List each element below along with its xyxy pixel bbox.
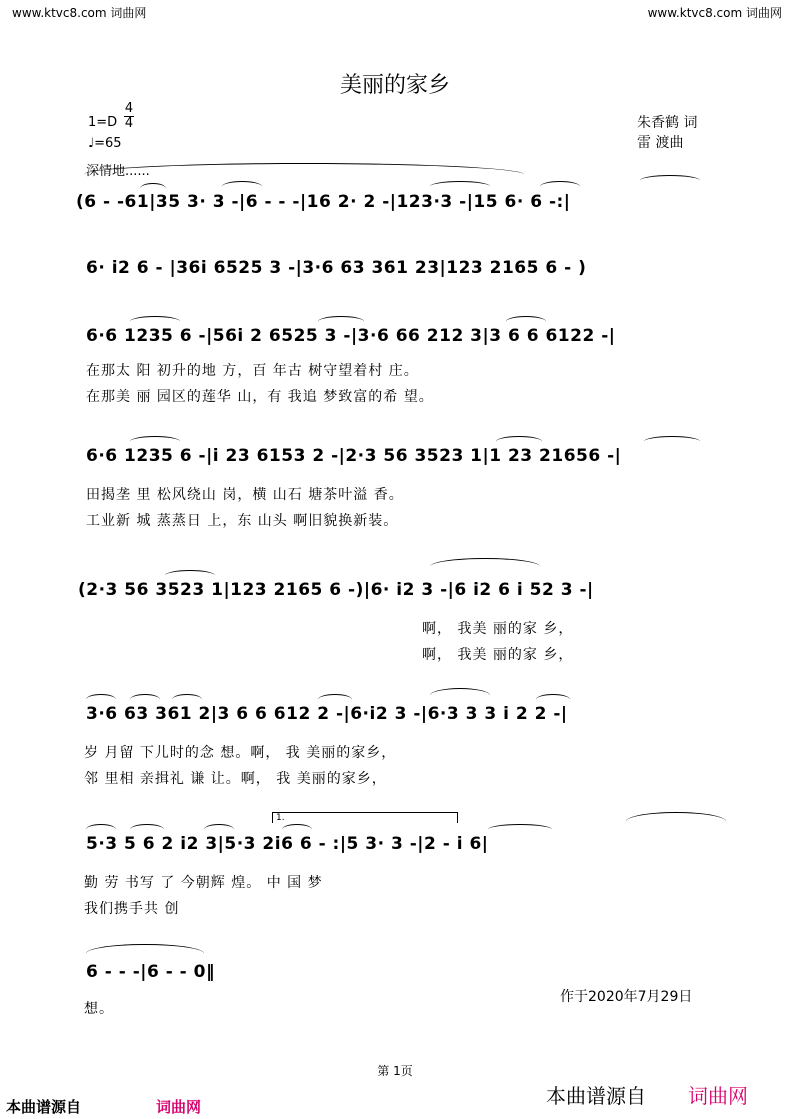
notation-line-6: 3·6 63 361 2|3 6 6 612 2 -|6·i2 3 -|6·3 3 3 i 2 2 -| bbox=[86, 704, 568, 724]
lyrics-line-8: 想。 bbox=[84, 1001, 114, 1017]
volta-bracket bbox=[272, 812, 458, 823]
lyrics-line-4-verse-2: 工业新 城 蒸蒸日 上，东 山头 啊旧貌换新装。 bbox=[86, 513, 399, 529]
notation-line-8: 6 - - -|6 - - 0‖ bbox=[86, 962, 215, 982]
notation-line-7: 5·3 5 6 2 i2 3|5·3 2i6 6 - :|5 3· 3 -|2 - i 6| bbox=[86, 834, 489, 854]
slur-mark bbox=[172, 694, 202, 705]
notation-line-5: (2·3 56 3523 1|123 2165 6 -)|6· i2 3 -|6 i2 6 i 52 3 -| bbox=[78, 580, 594, 600]
lyricist-credit: 朱香鹤 词 bbox=[637, 115, 698, 131]
time-signature bbox=[124, 102, 134, 131]
slur-mark bbox=[130, 316, 180, 327]
lyrics-line-3-verse-2: 在那美 丽 园区的莲华 山，有 我追 梦致富的希 望。 bbox=[86, 389, 434, 405]
slur-mark bbox=[130, 824, 164, 835]
page-number: 第 1页 bbox=[377, 1064, 413, 1078]
slur-mark bbox=[430, 688, 490, 703]
tempo-marking bbox=[88, 136, 122, 151]
notation-line-3: 6·6 1235 6 -|56i 2 6525 3 -|3·6 66 212 3|3 6 6 6122 -| bbox=[86, 326, 616, 346]
lyrics-line-6-verse-2: 邻 里相 亲揖礼 谦 让。啊， 我 美丽的家乡， bbox=[84, 771, 387, 787]
slur-mark bbox=[318, 316, 364, 327]
footer-source-label-right: 本曲谱源自 bbox=[546, 1084, 646, 1108]
slur-mark bbox=[86, 694, 116, 705]
time-signature-top: 4 bbox=[124, 101, 134, 116]
slur-mark bbox=[86, 824, 116, 835]
footer-site-link-right[interactable]: 词曲网 bbox=[688, 1084, 748, 1108]
slur-mark bbox=[430, 558, 540, 575]
slur-mark bbox=[488, 824, 552, 835]
lyrics-line-3-verse-1: 在那太 阳 初升的地 方，百 年古 树守望着村 庄。 bbox=[86, 363, 419, 379]
notation-line-1: (6 - -61|35 3· 3 -|6 - - -|16 2· 2 -|123·3 -|15 6· 6 -:| bbox=[76, 192, 571, 212]
slur-mark bbox=[165, 570, 215, 581]
tie-mark bbox=[86, 944, 204, 963]
lyrics-line-6-verse-1: 岁 月留 下儿时的念 想。啊， 我 美丽的家乡， bbox=[84, 745, 397, 761]
date-note: 作于2020年7月29日 bbox=[560, 989, 693, 1005]
slur-mark bbox=[282, 824, 312, 835]
lyrics-line-7-verse-2: 我们携手共 创 bbox=[84, 901, 180, 917]
footer-source-label-left: 本曲谱源自 bbox=[6, 1098, 82, 1116]
volta-label: 1. bbox=[276, 813, 285, 823]
footer-site-link-left[interactable]: 词曲网 bbox=[156, 1098, 202, 1116]
slur-mark bbox=[318, 694, 352, 705]
lyrics-line-5-verse-2: 啊， 我美 丽的家 乡， bbox=[422, 647, 574, 663]
composer-credit: 雷 渡曲 bbox=[637, 135, 684, 151]
slur-mark bbox=[540, 181, 580, 192]
slur-mark bbox=[130, 436, 180, 447]
slur-mark bbox=[536, 694, 570, 705]
lyrics-line-4-verse-1: 田揭垄 里 松风绕山 岗，横 山石 塘茶叶溢 香。 bbox=[86, 487, 404, 503]
slur-mark bbox=[496, 436, 542, 447]
slur-mark bbox=[644, 436, 700, 447]
lyrics-line-7-verse-1: 勤 劳 书写 了 今朝辉 煌。 中 国 梦 bbox=[84, 875, 323, 891]
notation-line-4: 6·6 1235 6 -|i 23 6153 2 -|2·3 56 3523 1|1 23 21656 -| bbox=[86, 446, 622, 466]
slur-mark bbox=[626, 812, 726, 831]
site-link-left[interactable]: www.ktvc8.com 词曲网 bbox=[12, 6, 147, 20]
long-slur-mark bbox=[84, 163, 524, 186]
site-link-right[interactable]: www.ktvc8.com 词曲网 bbox=[647, 6, 782, 20]
notation-line-2: 6· i2 6 - |36i 6525 3 -|3·6 63 361 23|123 2165 6 - ) bbox=[86, 258, 587, 278]
slur-mark bbox=[204, 824, 234, 835]
key-signature: 1=D bbox=[88, 115, 118, 130]
slur-mark bbox=[130, 694, 160, 705]
quarter-note-icon: ♩ bbox=[88, 136, 95, 151]
song-title: 美丽的家乡 bbox=[339, 73, 450, 98]
expression-marking: 深情地...... bbox=[86, 164, 150, 179]
tempo-value: =65 bbox=[94, 136, 122, 151]
lyrics-line-5-verse-1: 啊， 我美 丽的家 乡， bbox=[422, 621, 574, 637]
slur-mark bbox=[506, 316, 546, 327]
slur-mark bbox=[640, 175, 700, 186]
time-signature-bottom: 4 bbox=[124, 116, 134, 131]
